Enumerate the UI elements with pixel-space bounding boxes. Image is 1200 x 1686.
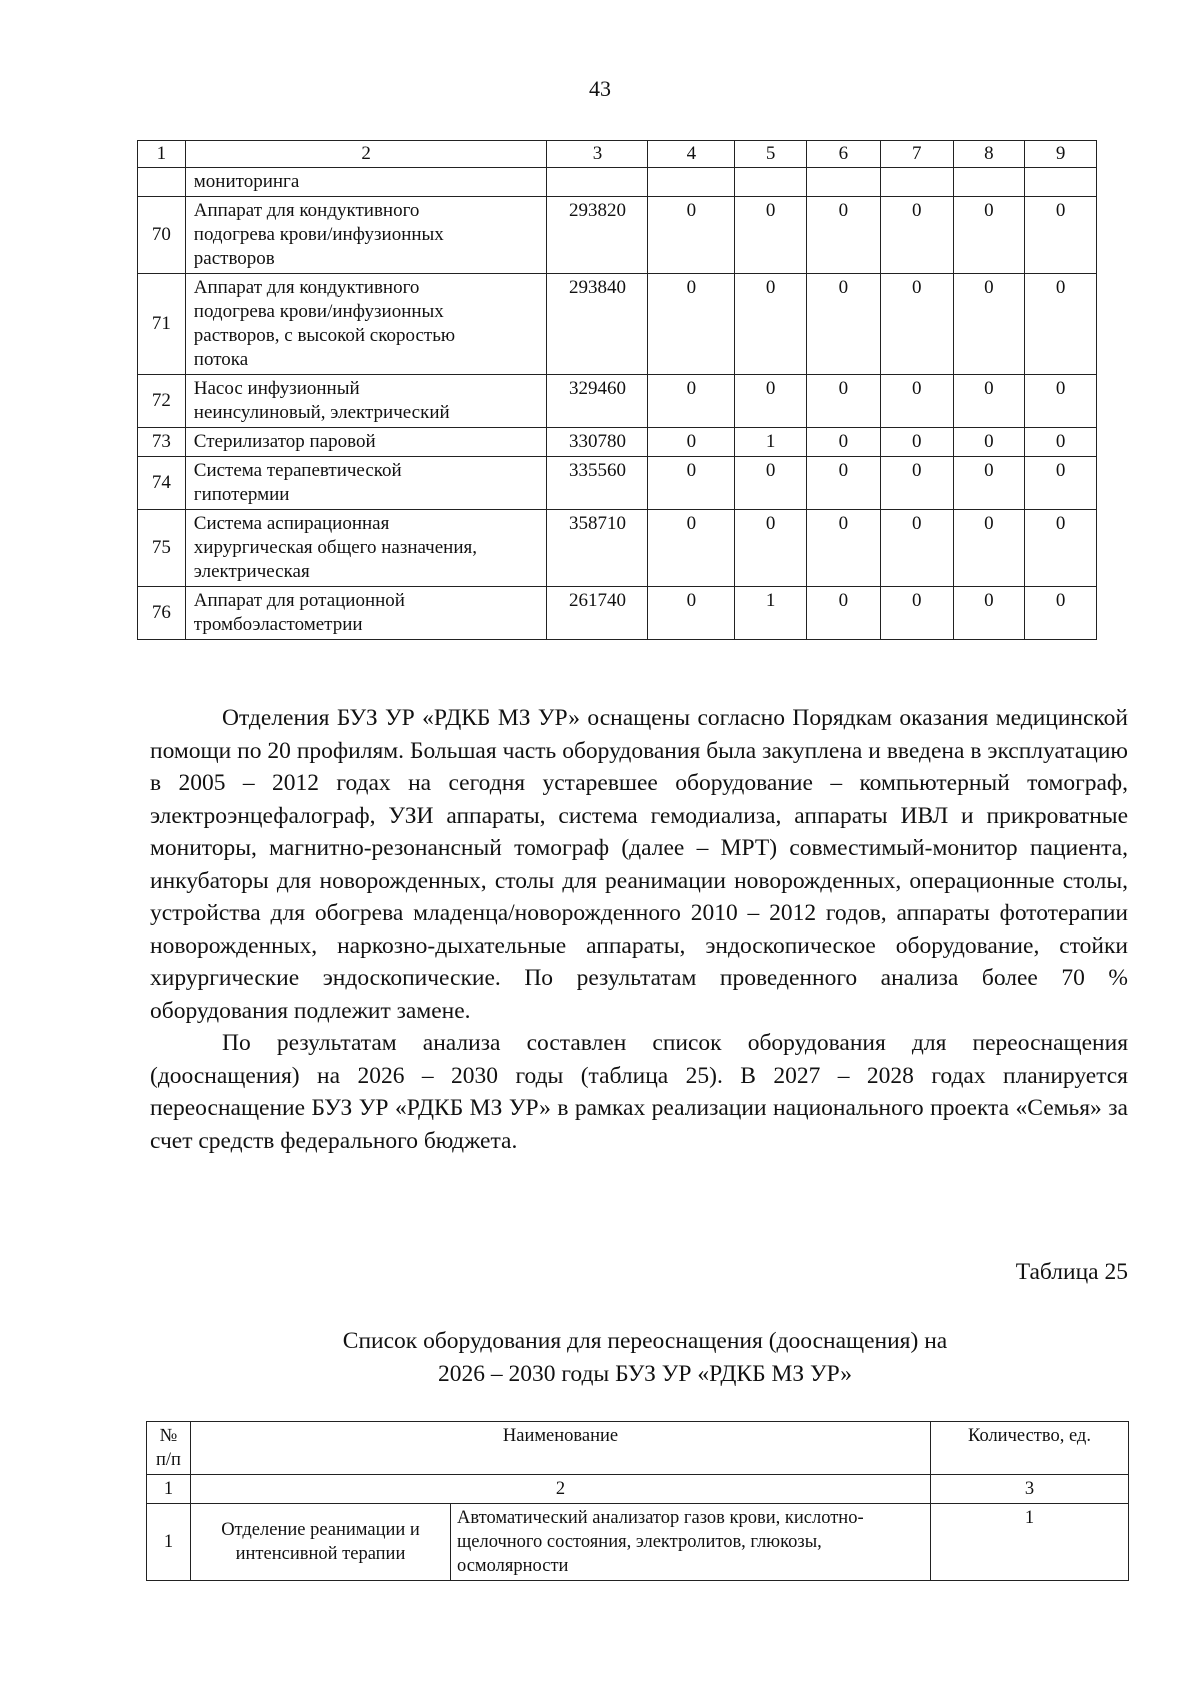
row-value: 0 — [880, 274, 953, 375]
paragraph: По результатам анализа составлен список оборудования для переоснащения (дооснащения) на 2026 – 2030 годы (таблица 25). В 2027 – 2028 годах планируется переоснащение БУЗ УР «РДКБ МЗ УР» в рамках реализации национального проекта «Семья» за счет средств федерального бюджета. — [150, 1030, 1128, 1154]
row-value: 0 — [1025, 375, 1097, 428]
header-num: № п/п — [147, 1422, 191, 1475]
row-name — [185, 197, 547, 274]
row-name-line: Аппарат для кондуктивного — [193, 200, 420, 221]
body-text — [150, 702, 1128, 1157]
row-value: 0 — [648, 428, 735, 457]
row-qty: 1 — [931, 1504, 1129, 1581]
row-name-line: растворов — [193, 248, 275, 269]
row-value: 0 — [648, 197, 735, 274]
header-cell: 8 — [953, 141, 1025, 168]
row-name-line: потока — [193, 349, 249, 370]
row-value: 0 — [806, 457, 880, 510]
row-num: 73 — [138, 428, 186, 457]
row-code: 293820 — [547, 197, 648, 274]
header-cell: 6 — [806, 141, 880, 168]
row-department: Отделение реанимации и интенсивной терапии — [191, 1504, 451, 1581]
header-cell: 1 — [138, 141, 186, 168]
row-value: 0 — [1025, 274, 1097, 375]
table-row — [138, 197, 1097, 274]
row-value: 0 — [1025, 197, 1097, 274]
row-value: 0 — [648, 457, 735, 510]
table-row — [138, 428, 1097, 457]
row-name-line: Насос инфузионный — [193, 378, 360, 399]
row-num: 72 — [138, 375, 186, 428]
table-title — [0, 1325, 1200, 1391]
row-name — [185, 428, 547, 457]
row-value: 0 — [953, 510, 1025, 587]
row-name-line: Аппарат для кондуктивного — [193, 277, 420, 298]
row-value: 0 — [953, 197, 1025, 274]
row-value: 0 — [648, 274, 735, 375]
table-row — [138, 274, 1097, 375]
row-code: 330780 — [547, 428, 648, 457]
table-title-line: 2026 – 2030 годы БУЗ УР «РДКБ МЗ УР» — [437, 1361, 853, 1387]
table-title-line: Список оборудования для переоснащения (дооснащения) на — [342, 1328, 948, 1354]
row-value: 0 — [1025, 428, 1097, 457]
row-value: 0 — [1025, 587, 1097, 640]
row-num: 74 — [138, 457, 186, 510]
row-code: 261740 — [547, 587, 648, 640]
empty-cell — [806, 168, 880, 197]
empty-cell — [953, 168, 1025, 197]
row-num: 76 — [138, 587, 186, 640]
row-value: 0 — [648, 587, 735, 640]
row-name — [185, 274, 547, 375]
table-row — [138, 375, 1097, 428]
row-value: 0 — [1025, 457, 1097, 510]
row-value: 0 — [806, 510, 880, 587]
empty-cell — [547, 168, 648, 197]
header-name: Наименование — [191, 1422, 931, 1475]
row-value: 0 — [735, 197, 807, 274]
row-name — [185, 510, 547, 587]
row-name-line: подогрева крови/инфузионных — [193, 224, 444, 245]
table-row — [138, 587, 1097, 640]
row-num: 71 — [138, 274, 186, 375]
empty-cell — [1025, 168, 1097, 197]
table-row — [147, 1504, 1129, 1581]
row-value: 0 — [953, 457, 1025, 510]
row-value: 1 — [735, 428, 807, 457]
header-cell: 9 — [1025, 141, 1097, 168]
index-cell: 3 — [931, 1475, 1129, 1504]
row-name — [185, 587, 547, 640]
header-cell: 2 — [185, 141, 547, 168]
table-caption: Таблица 25 — [1015, 1259, 1128, 1285]
row-value: 0 — [735, 510, 807, 587]
row-num: 70 — [138, 197, 186, 274]
row-name-line: Аппарат для ротационной — [193, 590, 405, 611]
header-cell: 5 — [735, 141, 807, 168]
row-value: 0 — [806, 428, 880, 457]
row-value: 0 — [735, 274, 807, 375]
row-value: 0 — [735, 375, 807, 428]
row-value: 0 — [806, 587, 880, 640]
row-code: 335560 — [547, 457, 648, 510]
page-number: 43 — [589, 76, 611, 101]
index-cell: 1 — [147, 1475, 191, 1504]
row-value: 0 — [735, 457, 807, 510]
row-name-line: электрическая — [193, 561, 310, 582]
row-item: Автоматический анализатор газов крови, кислотно-щелочного состояния, электролитов, глюкозы, осмолярности — [451, 1504, 931, 1581]
table-row — [138, 510, 1097, 587]
table-header-row — [147, 1422, 1129, 1475]
row-value: 0 — [648, 510, 735, 587]
row-code: 358710 — [547, 510, 648, 587]
row-value: 0 — [880, 197, 953, 274]
row-code: 329460 — [547, 375, 648, 428]
equipment-list-table — [146, 1421, 1129, 1581]
empty-cell — [648, 168, 735, 197]
row-num — [138, 168, 186, 197]
row-value: 0 — [880, 457, 953, 510]
empty-cell — [735, 168, 807, 197]
row-value: 0 — [1025, 510, 1097, 587]
header-cell: 7 — [880, 141, 953, 168]
row-code: 293840 — [547, 274, 648, 375]
row-value: 0 — [953, 587, 1025, 640]
index-cell: 2 — [191, 1475, 931, 1504]
row-name-line: тромбоэластометрии — [193, 614, 363, 635]
row-value: 1 — [735, 587, 807, 640]
row-name-line: Система аспирационная — [193, 513, 390, 534]
row-value: 0 — [880, 510, 953, 587]
row-name: мониторинга — [185, 168, 547, 197]
table-index-row — [147, 1475, 1129, 1504]
row-name-line: Система терапевтической — [193, 460, 402, 481]
row-value: 0 — [648, 375, 735, 428]
table-row — [138, 168, 1097, 197]
header-cell: 3 — [547, 141, 648, 168]
row-name-line: гипотермии — [193, 484, 290, 505]
row-name — [185, 375, 547, 428]
equipment-table-continuation — [137, 140, 1097, 640]
table-header-row — [138, 141, 1097, 168]
row-name-line: подогрева крови/инфузионных — [193, 301, 444, 322]
row-value: 0 — [806, 197, 880, 274]
row-value: 0 — [880, 375, 953, 428]
row-num: 1 — [147, 1504, 191, 1581]
row-name-line: Стерилизатор паровой — [193, 431, 376, 452]
row-value: 0 — [953, 274, 1025, 375]
row-name-line: растворов, с высокой скоростью — [193, 325, 456, 346]
row-value: 0 — [953, 428, 1025, 457]
paragraph: Отделения БУЗ УР «РДКБ МЗ УР» оснащены согласно Порядкам оказания медицинской помощи по 20 профилям. Большая часть оборудования была закуплена и введена в эксплуатацию в 2005 – 2012 годах на сегодня устаревшее оборудование – компьютерный томограф, электроэнцефалограф, УЗИ аппараты, система гемодиализа, аппараты ИВЛ и прикроватные мониторы, магнитно-резонансный томограф (далее – МРТ) совместимый-монитор пациента, инкубаторы для новорожденных, столы для реанимации новорожденных, операционные столы, устройства для обогрева младенца/новорожденного 2010 – 2012 годов, аппараты фототерапии новорожденных, наркозно-дыхательные аппараты, эндоскопическое оборудование, стойки хирургические эндоскопические. По результатам проведенного анализа более 70 % оборудования подлежит замене. — [150, 705, 1128, 1024]
row-value: 0 — [806, 375, 880, 428]
row-name — [185, 457, 547, 510]
empty-cell — [880, 168, 953, 197]
row-name-line: неинсулиновый, электрический — [193, 402, 450, 423]
row-num: 75 — [138, 510, 186, 587]
row-value: 0 — [880, 587, 953, 640]
header-cell: 4 — [648, 141, 735, 168]
row-value: 0 — [953, 375, 1025, 428]
row-name-line: хирургическая общего назначения, — [193, 537, 477, 558]
table-row — [138, 457, 1097, 510]
row-value: 0 — [806, 274, 880, 375]
row-value: 0 — [880, 428, 953, 457]
header-qty: Количество, ед. — [931, 1422, 1129, 1475]
